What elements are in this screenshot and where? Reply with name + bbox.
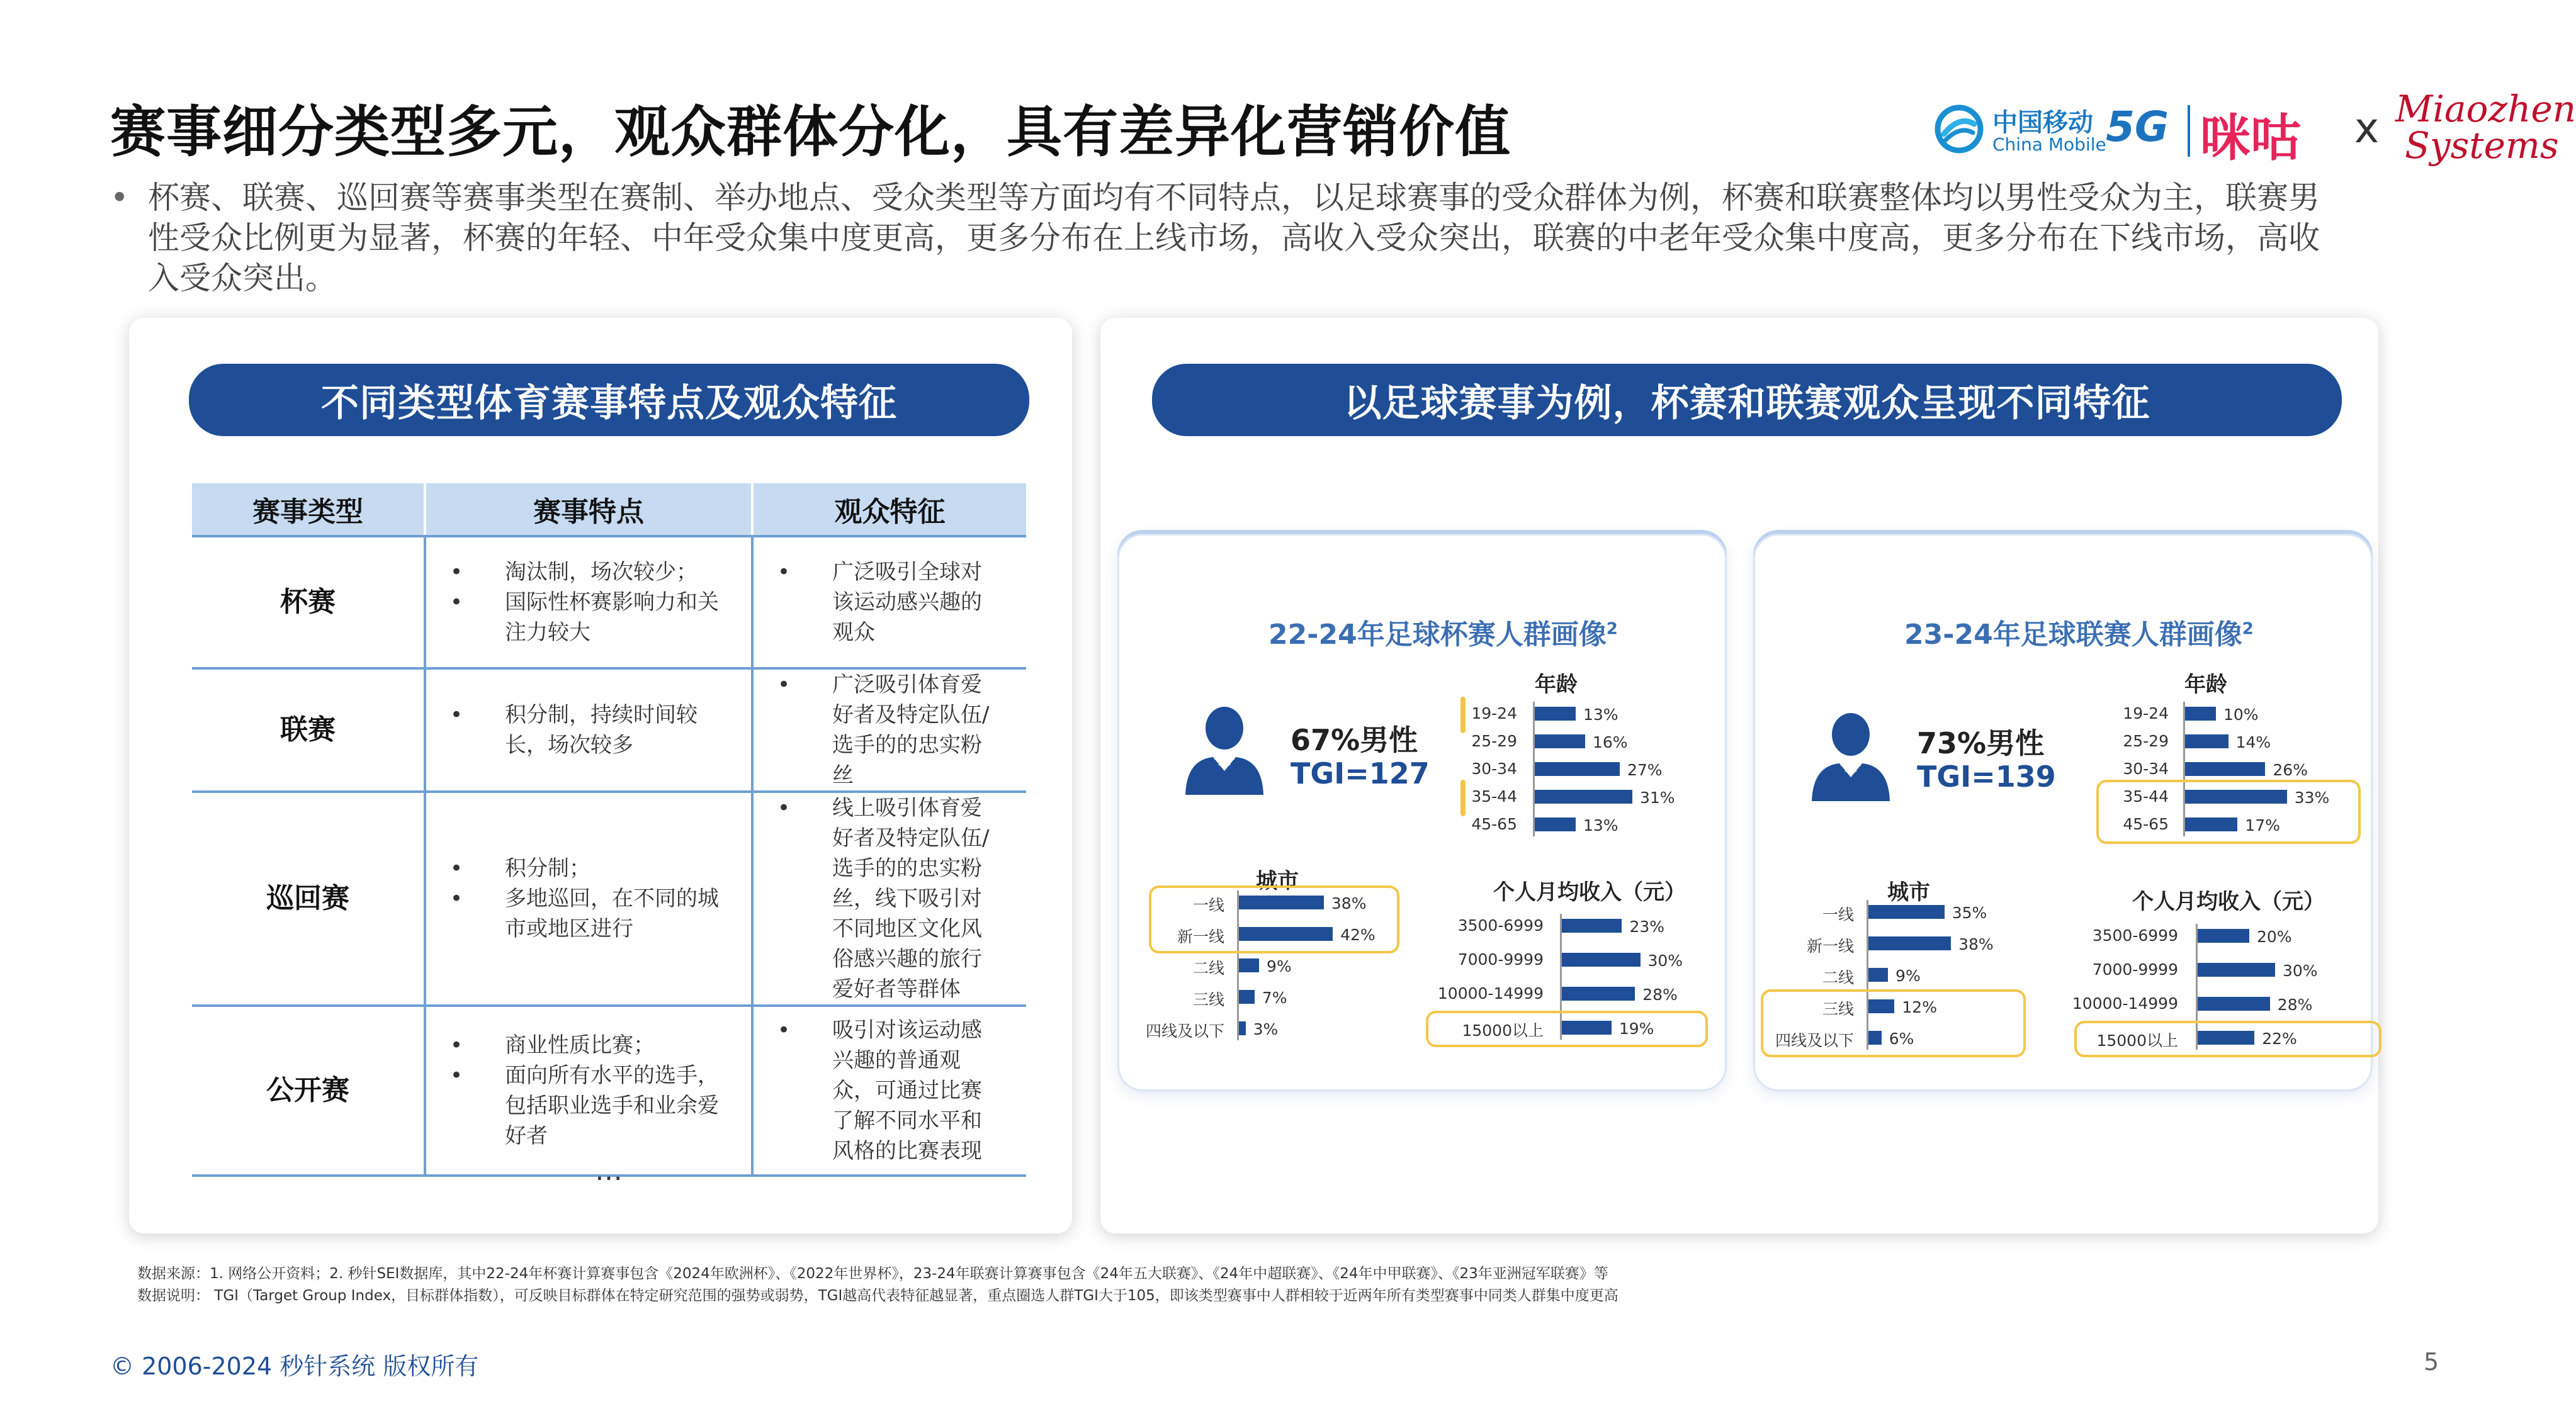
age-bar	[2185, 734, 2229, 748]
income-category-label: 3500-6999	[1457, 916, 1544, 935]
title-superscript: 2	[2242, 619, 2254, 639]
table-header: 赛事特点	[425, 483, 752, 536]
event-type: 巡回赛	[192, 792, 425, 1006]
china-mobile-en: China Mobile	[1992, 134, 2106, 155]
city-bar	[1868, 968, 1888, 982]
age-highlight-box	[1460, 780, 1466, 816]
age-value-label: 17%	[2245, 816, 2280, 834]
age-bar	[2185, 762, 2265, 776]
city-value-label: 38%	[1331, 894, 1367, 913]
age-bar	[1535, 707, 1576, 721]
audience-traits	[752, 536, 1026, 668]
feature-item: • 国际性杯赛影响力和关注力较大	[426, 587, 726, 648]
city-value-label: 7%	[1262, 989, 1287, 1007]
copyright: © 2006-2024 秒针系统 版权所有	[110, 1352, 479, 1380]
income-value-label: 28%	[2277, 996, 2313, 1014]
event-type: 公开赛	[192, 1006, 425, 1176]
male-person-icon	[1807, 708, 1895, 802]
income-bar	[1562, 987, 1635, 1001]
age-value-label: 14%	[2235, 733, 2271, 751]
tgi-value: TGI=139	[1917, 760, 2056, 794]
income-category-label: 7000-9999	[1457, 950, 1544, 969]
income-section-label: 个人月均收入（元）	[1493, 880, 1686, 905]
city-bar	[1239, 958, 1259, 972]
data-source-note: 数据来源：1. 网络公开资料；2. 秒针SEI数据库，其中22-24年杯赛计算赛事包含《2024年欧洲杯》、《2022年世界杯》，23-24年联赛计算赛事包含《24年五大联赛》、《24年中超联赛》、《24年中甲联赛》、《23年亚洲冠军联赛》等	[137, 1266, 1608, 1282]
income-category-label: 7000-9999	[2092, 960, 2178, 979]
age-value-label: 13%	[1583, 816, 1618, 834]
city-value-label: 42%	[1340, 926, 1376, 944]
city-category-label: 四线及以下	[1145, 1022, 1224, 1040]
age-bar	[2185, 707, 2216, 721]
table-row	[192, 536, 1026, 668]
city-category-label: 三线	[1822, 1000, 1854, 1018]
table-row	[192, 792, 1026, 1006]
income-category-label: 15000以上	[2096, 1031, 2178, 1050]
city-category-label: 新一线	[1806, 937, 1854, 955]
city-value-label: 9%	[1895, 967, 1921, 985]
city-category-label: 四线及以下	[1775, 1031, 1854, 1050]
age-category-label: 19-24	[2123, 704, 2169, 722]
city-value-label: 3%	[1253, 1020, 1279, 1038]
income-value-label: 23%	[1629, 918, 1665, 936]
age-highlight-box	[1460, 697, 1466, 733]
income-value-label: 19%	[1618, 1020, 1654, 1038]
audience-item: • 广泛吸引全球对该运动感兴趣的观众	[754, 557, 995, 648]
table-header: 赛事类型	[192, 483, 425, 536]
city-category-label: 三线	[1192, 991, 1224, 1009]
table-header: 观众特征	[752, 483, 1026, 536]
city-highlight-box	[1149, 885, 1399, 953]
age-category-label: 30-34	[1471, 760, 1517, 778]
age-bar	[1535, 734, 1585, 748]
city-highlight-box	[1761, 989, 2026, 1057]
age-section-label: 年龄	[2184, 672, 2227, 697]
age-category-label: 25-29	[2123, 732, 2169, 750]
audience-traits	[752, 1006, 1026, 1176]
income-category-label: 15000以上	[1462, 1021, 1544, 1040]
income-category-label: 10000-14999	[1437, 984, 1544, 1003]
age-bar	[1535, 818, 1576, 831]
card-title: 23-24年足球联赛人群画像$^2$	[1904, 619, 2254, 651]
event-type-table	[192, 483, 1026, 1177]
feature-item: • 淘汰制，场次较少；	[426, 557, 726, 587]
city-section-label: 城市	[1887, 880, 1930, 905]
city-bar	[1239, 990, 1255, 1004]
feature-item: • 面向所有水平的选手，包括职业选手和业余爱好者	[426, 1060, 726, 1151]
age-highlight-box	[2096, 780, 2361, 844]
bullet-dot: •	[110, 179, 129, 216]
logo-group	[1926, 87, 2576, 179]
feature-item: • 商业性质比赛；	[426, 1030, 726, 1060]
data-explain-note: 数据说明： TGI（Target Group Index，目标群体指数），可反映目标群体在特定研究范围的强势或弱势，TGI越高代表特征越显著，重点圈选人群TGI大于105，即该类型赛事中人群相较于近两年所有类型赛事中同类人群集中度更高	[137, 1288, 1618, 1304]
age-value-label: 27%	[1627, 761, 1663, 779]
feature-item: • 积分制，持续时间较长，场次较多	[426, 700, 726, 760]
miaozhen-logo-line1: Miaozhen	[2395, 87, 2576, 130]
china-mobile-logo-icon	[1933, 103, 1986, 155]
income-bar	[2198, 929, 2249, 943]
city-category-label: 二线	[1822, 969, 1854, 987]
income-bar	[2198, 963, 2275, 977]
table-header-row	[192, 483, 1026, 536]
audience-item: • 广泛吸引体育爱好者及特定队伍/选手的的忠实粉丝	[754, 670, 995, 790]
city-value-label: 9%	[1266, 957, 1292, 975]
card-title: 22-24年足球杯赛人群画像$^2$	[1268, 619, 1618, 651]
china-mobile-cn: 中国移动	[1992, 108, 2093, 137]
5g-logo: 5G	[2106, 103, 2169, 151]
income-bar	[1562, 919, 1622, 933]
age-category-label: 45-65	[1471, 815, 1517, 833]
logo-x: x	[2354, 104, 2380, 152]
city-bar	[1868, 905, 1945, 919]
miaozhen-logo-line2: Systems	[2405, 124, 2559, 167]
audience-traits	[752, 668, 1026, 792]
city-value-label: 6%	[1889, 1030, 1914, 1048]
income-value-label: 22%	[2262, 1030, 2297, 1048]
feature-item: • 多地巡回，在不同的城市或地区进行	[426, 884, 726, 944]
city-bar	[1239, 1021, 1246, 1035]
audience-item: • 线上吸引体育爱好者及特定队伍/选手的的忠实粉丝，线下吸引对不同地区文化风俗感兴趣的旅行爱好者等群体	[754, 793, 995, 1004]
city-value-label: 12%	[1902, 998, 1937, 1016]
age-category-label: 19-24	[1471, 704, 1517, 722]
age-value-label: 31%	[1640, 789, 1675, 807]
income-highlight-box	[2074, 1021, 2381, 1057]
city-category-label: 一线	[1822, 906, 1854, 924]
male-share: 73%男性	[1917, 726, 2045, 760]
summary-text: 杯赛、联赛、巡回赛等赛事类型在赛制、举办地点、受众类型等方面均有不同特点，以足球赛事的受众群体为例，杯赛和联赛整体均以男性受众为主，联赛男性受众比例更为显著，杯赛的年轻、中年受众集中度更高，更多分布在上线市场，高收入受众突出，联赛的中老年受众集中度高，更多分布在下线市场，高收入受众突出。	[148, 179, 2320, 296]
summary-bullet	[110, 177, 2326, 298]
event-features	[425, 792, 752, 1006]
page-title: 赛事细分类型多元，观众群体分化，具有差异化营销价值	[110, 99, 1511, 164]
age-category-label: 35-44	[1471, 787, 1517, 806]
income-highlight-box	[1426, 1011, 1708, 1047]
city-section-label: 城市	[1256, 868, 1299, 894]
age-section-label: 年龄	[1535, 672, 1578, 697]
event-features	[425, 536, 752, 668]
city-bar	[1868, 936, 1951, 950]
city-value-label: 38%	[1958, 935, 1994, 953]
right-panel-heading: 以足球赛事为例，杯赛和联赛观众呈现不同特征	[1152, 364, 2342, 436]
income-bar	[1562, 953, 1641, 967]
event-type: 杯赛	[192, 536, 425, 668]
age-category-label: 35-44	[2123, 787, 2169, 806]
age-value-label: 33%	[2294, 789, 2330, 807]
male-person-icon	[1180, 702, 1268, 796]
age-value-label: 10%	[2223, 705, 2259, 724]
table-row	[192, 1006, 1026, 1176]
event-features	[425, 1006, 752, 1176]
male-share: 67%男性	[1291, 723, 1418, 757]
logo-divider	[2188, 105, 2190, 157]
income-bar	[2198, 997, 2270, 1011]
table-row	[192, 668, 1026, 792]
age-category-label: 25-29	[1471, 732, 1517, 750]
tgi-value: TGI=127	[1291, 756, 1430, 790]
city-category-label: 新一线	[1177, 928, 1224, 946]
income-value-label: 30%	[2283, 962, 2318, 980]
age-category-label: 30-34	[2123, 760, 2169, 778]
age-value-label: 16%	[1593, 733, 1628, 751]
income-section-label: 个人月均收入（元）	[2132, 889, 2325, 914]
city-value-label: 35%	[1952, 904, 1987, 922]
age-bar	[1535, 790, 1632, 804]
city-category-label: 二线	[1192, 959, 1224, 977]
event-type: 联赛	[192, 668, 425, 792]
page-number: 5	[2424, 1348, 2439, 1376]
income-category-label: 3500-6999	[2092, 926, 2178, 945]
age-bar	[1535, 762, 1620, 776]
migu-logo: 咪咕	[2200, 109, 2301, 167]
table-ellipsis: …	[595, 1155, 623, 1187]
income-value-label: 28%	[1642, 986, 1678, 1004]
feature-item: • 积分制；	[426, 853, 726, 884]
city-category-label: 一线	[1192, 896, 1224, 914]
income-value-label: 20%	[2257, 928, 2292, 946]
age-value-label: 26%	[2273, 761, 2308, 779]
age-value-label: 13%	[1583, 705, 1618, 724]
income-value-label: 30%	[1647, 952, 1683, 970]
age-category-label: 45-65	[2123, 815, 2169, 833]
event-features	[425, 668, 752, 792]
title-superscript: 2	[1606, 619, 1618, 639]
income-category-label: 10000-14999	[2072, 994, 2178, 1013]
audience-item: • 吸引对该运动感兴趣的普通观众，可通过比赛了解不同水平和风格的比赛表现	[754, 1015, 995, 1166]
left-panel-heading: 不同类型体育赛事特点及观众特征	[189, 364, 1029, 436]
audience-traits	[752, 792, 1026, 1006]
